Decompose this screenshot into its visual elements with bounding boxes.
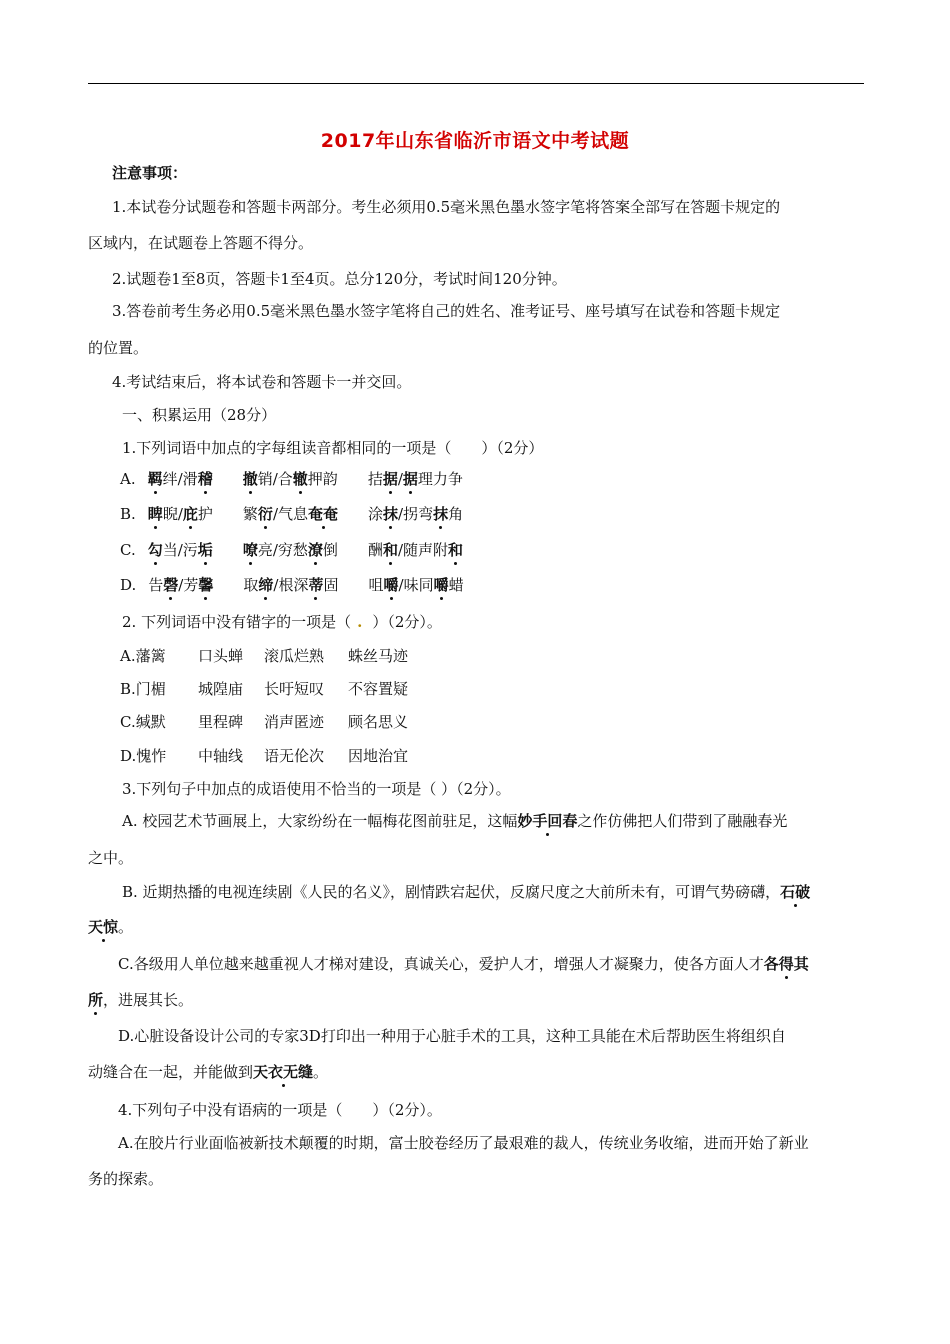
note-4: 4.考试结束后，将本试卷和答题卡一并交回。 bbox=[112, 373, 412, 391]
q1-option-c: C. 勾当/污垢 嘹亮/穷愁潦倒 酬和/随声附和 bbox=[120, 541, 464, 559]
q4-option-a-line-1: A.在胶片行业面临被新技术颠覆的时期，富士胶卷经历了最艰难的裁人，传统业务收缩，进而开始了新业 bbox=[118, 1134, 809, 1152]
note-1-line-2: 区域内，在试题卷上答题不得分。 bbox=[88, 234, 314, 252]
q2-option-a: A.藩篱 口头蝉 滚瓜烂熟 蛛丝马迹 bbox=[120, 647, 409, 665]
note-1-line-1: 1.本试卷分试题卷和答题卡两部分。考生必须用0.5毫米黑色墨水签字笔将答案全部写在答题卡规定的 bbox=[112, 198, 781, 216]
q3-option-d-line-2: 动缝合在一起，并能做到天衣无缝。 bbox=[88, 1063, 329, 1081]
q3-option-b-line-2: 天惊。 bbox=[88, 918, 134, 936]
q2-stem: 2. 下列词语中没有错字的一项是（ . ）（2分）。 bbox=[122, 613, 442, 631]
q4-stem: 4.下列句子中没有语病的一项是（ ）（2分）。 bbox=[118, 1101, 442, 1119]
q2-option-c: C.缄默 里程碑 消声匿迹 顾名思义 bbox=[120, 713, 409, 731]
q4-option-a-line-2: 务的探索。 bbox=[88, 1170, 164, 1188]
q3-option-a-line-1: A. 校园艺术节画展上，大家纷纷在一幅梅花图前驻足，这幅妙手回春之作仿佛把人们带到了融融春光 bbox=[122, 812, 788, 830]
header-rule bbox=[88, 83, 864, 84]
section-heading: 一、积累运用（28分） bbox=[122, 406, 277, 424]
notes-heading: 注意事项： bbox=[112, 164, 188, 182]
q3-option-b-line-1: B. 近期热播的电视连续剧《人民的名义》，剧情跌宕起伏，反腐尺度之大前所未有，可谓气势磅礴，石破 bbox=[122, 883, 811, 901]
q1-option-b: B. 睥睨/庇护 繁衍/气息奄奄 涂抹/拐弯抹角 bbox=[120, 505, 464, 523]
q3-stem: 3.下列句子中加点的成语使用不恰当的一项是（ ）（2分）。 bbox=[122, 780, 511, 798]
q1-option-d: D. 告磬/芳馨 取缔/根深蒂固 咀嚼/味同嚼蜡 bbox=[120, 576, 464, 594]
q3-option-c-line-2: 所，进展其长。 bbox=[88, 991, 194, 1009]
q1-option-a: A. 羁绊/滑稽 撤销/合辙押韵 拮据/据理力争 bbox=[120, 470, 463, 488]
q2-option-b: B.门楣 城隍庙 长吁短叹 不容置疑 bbox=[120, 680, 409, 698]
q2-option-d: D.愧怍 中轴线 语无伦次 因地治宜 bbox=[120, 747, 409, 765]
q3-option-d-line-1: D.心脏设备设计公司的专家3D打印出一种用于心脏手术的工具，这种工具能在术后帮助医生将组织自 bbox=[118, 1027, 786, 1045]
note-3-line-1: 3.答卷前考生务必用0.5毫米黑色墨水签字笔将自己的姓名、准考证号、座号填写在试卷和答题卡规定 bbox=[112, 302, 781, 320]
note-2: 2.试题卷1至8页，答题卡1至4页。总分120分，考试时间120分钟。 bbox=[112, 270, 567, 288]
note-3-line-2: 的位置。 bbox=[88, 339, 149, 357]
q1-stem: 1.下列词语中加点的字每组读音都相同的一项是（ ）（2分） bbox=[122, 439, 544, 457]
page-title: 2017年山东省临沂市语文中考试题 bbox=[320, 130, 630, 152]
q3-option-a-line-2: 之中。 bbox=[88, 849, 134, 867]
q3-option-c-line-1: C.各级用人单位越来越重视人才梯对建设，真诚关心，爱护人才，增强人才凝聚力，使各方面人才各得其 bbox=[118, 955, 809, 973]
